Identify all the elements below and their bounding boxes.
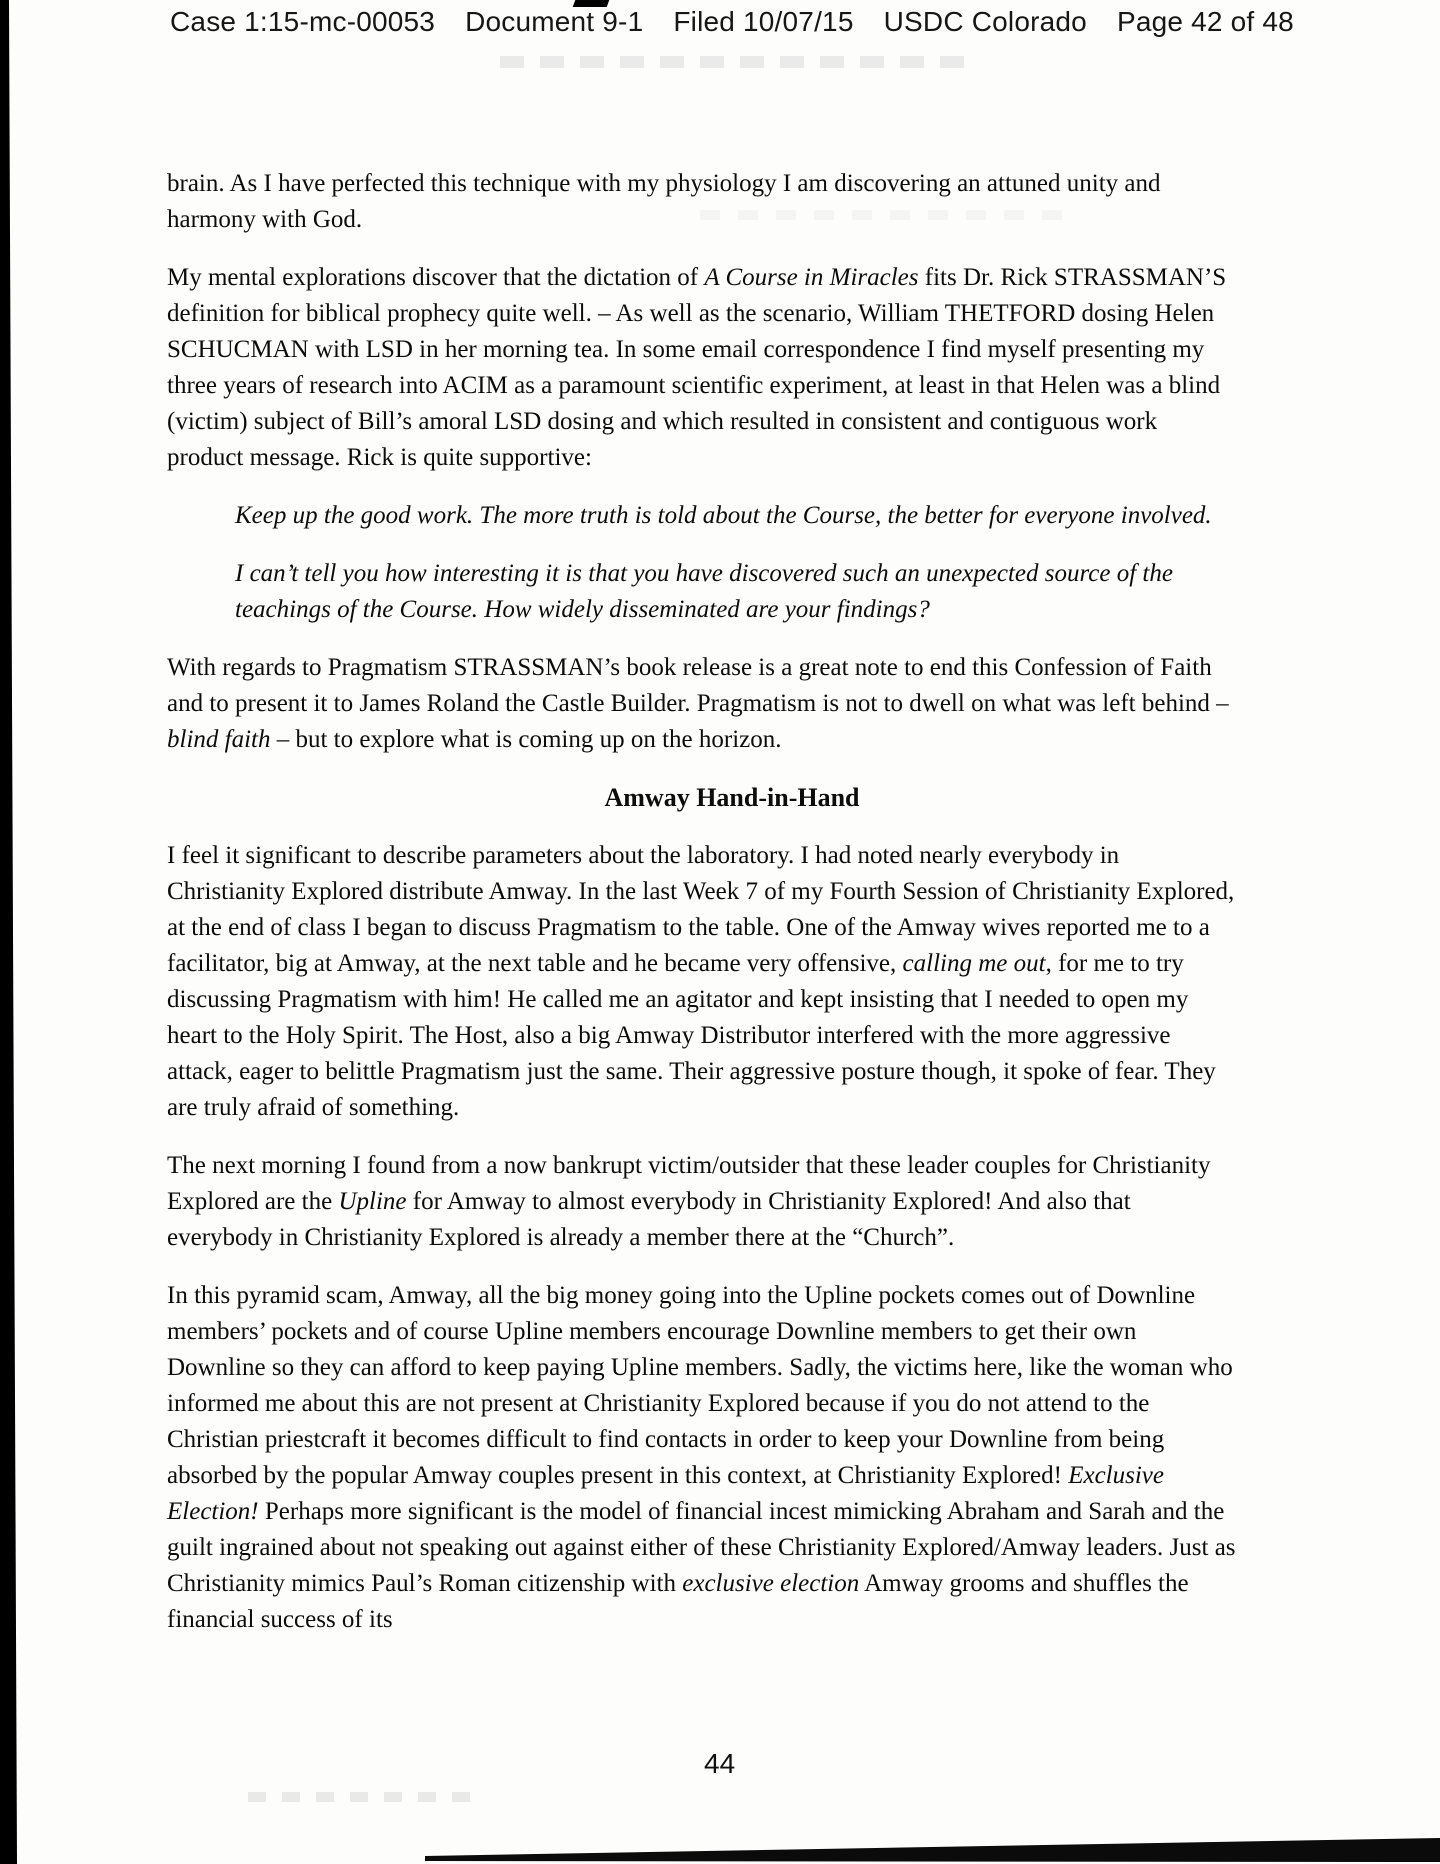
stamp-document-number: Document 9-1 [465,6,644,37]
stamp-court: USDC Colorado [883,6,1087,37]
scan-edge-bar [0,0,20,1864]
paragraph-laboratory: I feel it significant to describe parameters about the laboratory. I had noted nearly everybody in Christianity Explored distribute Amway. In the last Week 7 of my Fourth Session of Christianity Explored, at the end of class I began to discuss Pragmatism to the table. One of the Amway wives reported me to a facilitator, big at Amway, at the next table and he became very offensive, calling me out, for me to try discussing Pragmatism with him! He called me an agitator and kept insisting that I needed to open my heart to the Holy Spirit. The Host, also a big Amway Distributor interfered with the more aggressive attack, eager to belittle Pragmatism just the same. Their aggressive posture though, it spoke of fear. They are truly afraid of something. [167,842,1235,1121]
paragraph-brain: brain. As I have perfected this technique with my physiology I am discovering an attuned unity and harmony with God. [167,170,1161,233]
stamp-case-number: Case 1:15-mc-00053 [170,6,436,37]
paragraph-next-morning: The next morning I found from a now bankrupt victim/outsider that these leader couples for Christianity Explored are the Upline for Amway to almost everybody in Christianity Explored! And also that everybody in Christianity Explored is already a member there at the “Church”. [167,1152,1211,1251]
block-quote-keep-up: Keep up the good work. The more truth is told about the Course, the better for everyone involved. [235,502,1212,529]
paragraph-mental-explorations: My mental explorations discover that the dictation of A Course in Miracles fits Dr. Rick STRASSMAN’S definition for biblical prophecy quite well. – As well as the scenario, William THETFORD dosing Helen SCHUCMAN with LSD in her morning tea. In some email correspondence I find myself presenting my three years of research into ACIM as a paramount scientific experiment, at least in that Helen was a blind (victim) subject of Bill’s amoral LSD dosing and which resulted in consistent and contiguous work product message. Rick is quite supportive: [167,264,1227,471]
paragraph-pragmatism: With regards to Pragmatism STRASSMAN’s book release is a great note to end this Confession of Faith and to present it to James Roland the Castle Builder. Pragmatism is not to dwell on what was left behind – blind faith – but to explore what is coming up on the horizon. [167,654,1229,753]
page-number: 44 [704,1748,736,1779]
stamp-filed-date: Filed 10/07/15 [673,6,854,37]
section-heading-amway: Amway Hand-in-Hand [604,783,860,812]
document-body [167,166,1237,1660]
scan-bottom-line [0,1834,1440,1864]
block-quote-cant-tell: I can’t tell you how interesting it is that you have discovered such an unexpected source of the teachings of the Course. How widely disseminated are your findings? [235,560,1173,623]
scan-artifact [248,1792,478,1802]
paragraph-pyramid-scam: In this pyramid scam, Amway, all the big money going into the Upline pockets comes out of Downline members’ pockets and of course Upline members encourage Downline members to get their own Downline so they can afford to keep paying Upline members. Sadly, the victims here, like the woman who informed me about this are not present at Christianity Explored because if you do not attend to the Christian priestcraft it becomes difficult to find contacts in order to keep your Downline from being absorbed by the popular Amway couples present in this context, at Christianity Explored! Exclusive Election! Perhaps more significant is the model of financial incest mimicking Abraham and Sarah and the guilt ingrained about not speaking out against either of these Christianity Explored/Amway leaders. Just as Christianity mimics Paul’s Roman citizenship with exclusive election Amway grooms and shuffles the financial success of its [167,1282,1236,1633]
stamp-page-info: Page 42 of 48 [1116,6,1294,37]
scan-artifact [500,56,970,68]
court-stamp-header [170,6,1294,38]
